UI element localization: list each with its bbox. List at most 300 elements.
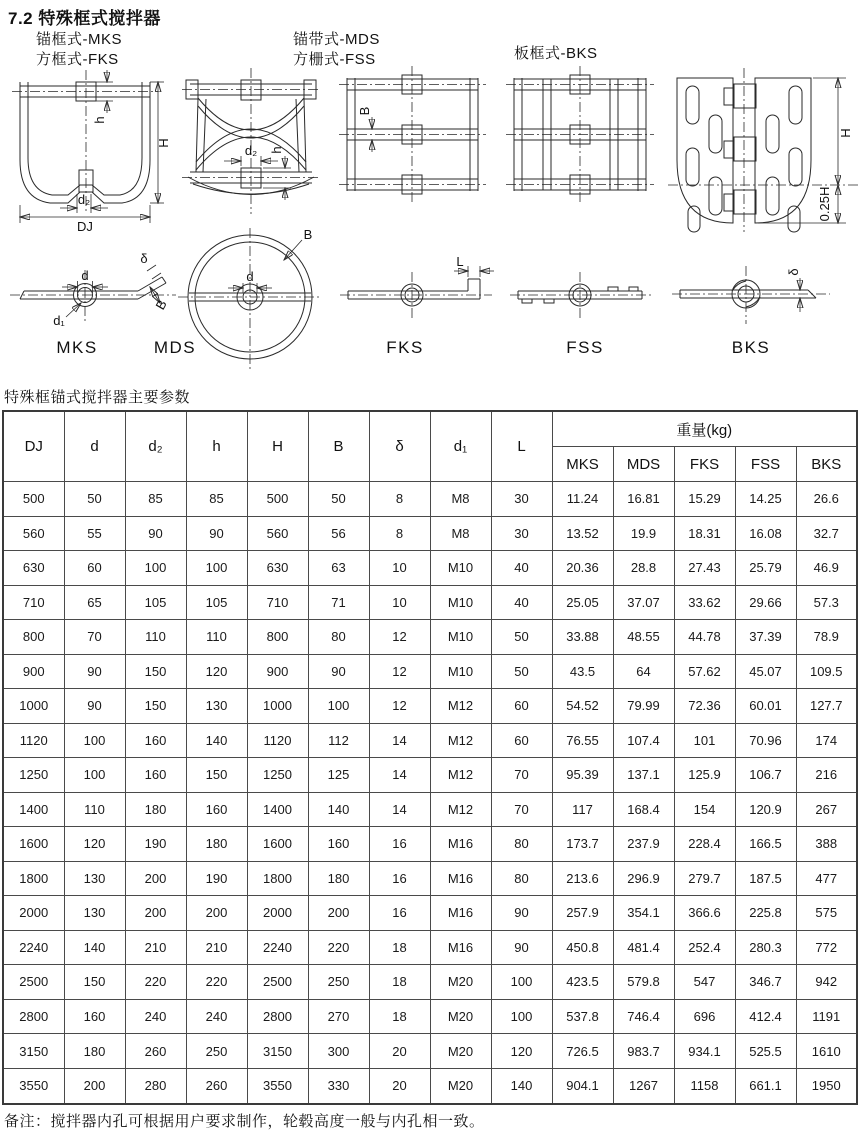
table-row <box>3 551 857 586</box>
bks-top-view-drawing <box>672 266 830 324</box>
table-cell: 30 <box>491 516 552 551</box>
table-cell: 346.7 <box>735 965 796 1000</box>
table-cell: 50 <box>64 482 125 517</box>
table-cell: M12 <box>430 723 491 758</box>
table-cell: 46.9 <box>796 551 857 586</box>
table-cell: 983.7 <box>613 1034 674 1069</box>
table-cell: 80 <box>491 861 552 896</box>
label-plate-frame: 板框式-BKS <box>514 45 598 62</box>
table-cell: 30 <box>491 482 552 517</box>
table-cell: 1250 <box>3 758 64 793</box>
table-cell: 20 <box>369 1068 430 1104</box>
table-cell: 150 <box>186 758 247 793</box>
table-cell: 579.8 <box>613 965 674 1000</box>
table-cell: 1250 <box>247 758 308 793</box>
table-cell: 190 <box>186 861 247 896</box>
table-cell: 160 <box>125 723 186 758</box>
table-cell: 90 <box>491 930 552 965</box>
table-cell: 64 <box>613 654 674 689</box>
dim-label-B: B <box>303 227 313 242</box>
table-header-row <box>3 411 857 447</box>
table-cell: 137.1 <box>613 758 674 793</box>
table-cell: 630 <box>247 551 308 586</box>
col-header-h: h <box>186 411 247 482</box>
table-cell: 44.78 <box>674 620 735 655</box>
view-label-fks: FKS <box>386 338 424 357</box>
table-cell: 216 <box>796 758 857 793</box>
table-cell: 125 <box>308 758 369 793</box>
dim-label-H: H <box>838 128 853 138</box>
table-cell: 500 <box>3 482 64 517</box>
col-header-fks: FKS <box>674 447 735 482</box>
table-cell: 200 <box>186 896 247 931</box>
table-cell: 57.62 <box>674 654 735 689</box>
table-cell: M20 <box>430 999 491 1034</box>
table-cell: 560 <box>247 516 308 551</box>
table-cell: 537.8 <box>552 999 613 1034</box>
col-header-d1: d₁ <box>430 411 491 482</box>
table-cell: 187.5 <box>735 861 796 896</box>
table-cell: 37.39 <box>735 620 796 655</box>
table-cell: 80 <box>491 827 552 862</box>
mds-side-view-drawing <box>182 68 320 214</box>
table-cell: 1800 <box>247 861 308 896</box>
table-cell: 160 <box>308 827 369 862</box>
table-cell: 240 <box>125 999 186 1034</box>
table-cell: 2240 <box>247 930 308 965</box>
table-cell: 79.99 <box>613 689 674 724</box>
dim-label-d2: d₂ <box>77 192 91 207</box>
table-cell: 160 <box>186 792 247 827</box>
table-cell: 26.6 <box>796 482 857 517</box>
table-cell: 661.1 <box>735 1068 796 1104</box>
table-cell: 50 <box>491 620 552 655</box>
table-cell: 1400 <box>247 792 308 827</box>
dim-label-H: H <box>156 138 171 148</box>
table-cell: 127.7 <box>796 689 857 724</box>
table-cell: 1610 <box>796 1034 857 1069</box>
dim-label-d: d <box>246 269 254 284</box>
table-cell: 10 <box>369 551 430 586</box>
table-cell: 210 <box>125 930 186 965</box>
table-cell: 140 <box>308 792 369 827</box>
table-cell: 16 <box>369 896 430 931</box>
table-cell: M20 <box>430 1068 491 1104</box>
table-cell: 85 <box>186 482 247 517</box>
col-header-dj: DJ <box>3 411 64 482</box>
table-cell: 800 <box>3 620 64 655</box>
table-cell: 43.5 <box>552 654 613 689</box>
mds-top-view-drawing <box>178 227 322 369</box>
dim-label-delta: δ <box>140 251 148 266</box>
table-cell: 18 <box>369 965 430 1000</box>
table-cell: 10 <box>369 585 430 620</box>
table-cell: 2000 <box>247 896 308 931</box>
table-cell: 200 <box>308 896 369 931</box>
table-cell: 106.7 <box>735 758 796 793</box>
table-cell: 260 <box>186 1068 247 1104</box>
table-cell: 16.08 <box>735 516 796 551</box>
table-body <box>3 482 857 1105</box>
table-cell: 120.9 <box>735 792 796 827</box>
table-cell: 412.4 <box>735 999 796 1034</box>
table-cell: 140 <box>491 1068 552 1104</box>
table-cell: 90 <box>64 654 125 689</box>
table-cell: 107.4 <box>613 723 674 758</box>
fks-top-view-drawing <box>340 254 494 320</box>
dim-label-d1: d₁ <box>53 313 65 328</box>
table-cell: 200 <box>125 861 186 896</box>
table-cell: 3550 <box>247 1068 308 1104</box>
table-cell: 140 <box>186 723 247 758</box>
table-cell: 16 <box>369 827 430 862</box>
table-cell: 70 <box>491 758 552 793</box>
col-header-d2: d₂ <box>125 411 186 482</box>
table-cell: 100 <box>308 689 369 724</box>
table-cell: 200 <box>125 896 186 931</box>
col-header-d: d <box>64 411 125 482</box>
table-cell: 16 <box>369 861 430 896</box>
table-cell: 101 <box>674 723 735 758</box>
table-cell: 2000 <box>3 896 64 931</box>
table-cell: 60 <box>491 723 552 758</box>
table-cell: 63 <box>308 551 369 586</box>
table-cell: 630 <box>3 551 64 586</box>
table-cell: 173.7 <box>552 827 613 862</box>
table-cell: 726.5 <box>552 1034 613 1069</box>
table-cell: 76.55 <box>552 723 613 758</box>
table-row <box>3 758 857 793</box>
table-cell: 60 <box>491 689 552 724</box>
label-anchor-frame: 锚框式-MKS <box>36 31 123 48</box>
table-cell: 154 <box>674 792 735 827</box>
table-row <box>3 585 857 620</box>
dim-label-delta: δ <box>786 268 801 276</box>
table-cell: M10 <box>430 654 491 689</box>
table-cell: 800 <box>247 620 308 655</box>
view-label-bks: BKS <box>731 338 771 357</box>
table-cell: 90 <box>125 516 186 551</box>
table-cell: 1000 <box>247 689 308 724</box>
table-row <box>3 620 857 655</box>
table-cell: 500 <box>247 482 308 517</box>
dim-label-B: B <box>357 106 372 116</box>
table-cell: 70 <box>64 620 125 655</box>
table-cell: 105 <box>186 585 247 620</box>
table-cell: 120 <box>491 1034 552 1069</box>
table-cell: 257.9 <box>552 896 613 931</box>
table-cell: 942 <box>796 965 857 1000</box>
table-cell: 40 <box>491 551 552 586</box>
table-cell: 2500 <box>3 965 64 1000</box>
table-cell: 1000 <box>3 689 64 724</box>
table-cell: 33.62 <box>674 585 735 620</box>
table-cell: 746.4 <box>613 999 674 1034</box>
table-cell: 120 <box>64 827 125 862</box>
table-cell: M12 <box>430 758 491 793</box>
table-cell: 168.4 <box>613 792 674 827</box>
view-label-fss: FSS <box>566 338 604 357</box>
table-cell: M16 <box>430 827 491 862</box>
label-square-frame: 方框式-FKS <box>36 51 119 68</box>
table-cell: 710 <box>3 585 64 620</box>
table-cell: 14 <box>369 723 430 758</box>
table-row <box>3 896 857 931</box>
table-cell: 260 <box>125 1034 186 1069</box>
table-cell: 27.43 <box>674 551 735 586</box>
table-cell: 240 <box>186 999 247 1034</box>
table-row <box>3 965 857 1000</box>
table-row <box>3 930 857 965</box>
table-cell: 20 <box>369 1034 430 1069</box>
table-cell: 423.5 <box>552 965 613 1000</box>
table-cell: 11.24 <box>552 482 613 517</box>
table-cell: M16 <box>430 896 491 931</box>
table-cell: 8 <box>369 482 430 517</box>
table-cell: 56 <box>308 516 369 551</box>
table-cell: 450.8 <box>552 930 613 965</box>
table-cell: 3150 <box>247 1034 308 1069</box>
table-cell: 1400 <box>3 792 64 827</box>
table-row <box>3 482 857 517</box>
table-cell: 28.8 <box>613 551 674 586</box>
table-cell: 57.3 <box>796 585 857 620</box>
table-cell: 14 <box>369 758 430 793</box>
table-cell: 45.07 <box>735 654 796 689</box>
table-cell: 120 <box>186 654 247 689</box>
dim-label-h: h <box>269 146 284 154</box>
table-cell: M8 <box>430 482 491 517</box>
table-cell: 18.31 <box>674 516 735 551</box>
table-cell: 900 <box>247 654 308 689</box>
fss-front-view-drawing <box>506 66 654 202</box>
page-title: 7.2 特殊框式搅拌器 <box>8 9 161 28</box>
table-cell: 100 <box>64 723 125 758</box>
table-cell: 220 <box>186 965 247 1000</box>
table-cell: 100 <box>125 551 186 586</box>
table-cell: 109.5 <box>796 654 857 689</box>
table-cell: 105 <box>125 585 186 620</box>
table-cell: 150 <box>125 689 186 724</box>
table-cell: 190 <box>125 827 186 862</box>
table-cell: 1191 <box>796 999 857 1034</box>
table-cell: 225.8 <box>735 896 796 931</box>
table-cell: 80 <box>308 620 369 655</box>
table-cell: 20.36 <box>552 551 613 586</box>
table-cell: 60 <box>64 551 125 586</box>
table-row <box>3 1068 857 1104</box>
table-cell: 14 <box>369 792 430 827</box>
table-cell: 37.07 <box>613 585 674 620</box>
table-cell: 12 <box>369 620 430 655</box>
table-cell: 934.1 <box>674 1034 735 1069</box>
mks-side-view-drawing <box>12 70 171 234</box>
table-cell: 90 <box>308 654 369 689</box>
table-cell: 3150 <box>3 1034 64 1069</box>
table-cell: 90 <box>64 689 125 724</box>
table-cell: 150 <box>64 965 125 1000</box>
table-cell: 8 <box>369 516 430 551</box>
table-cell: 228.4 <box>674 827 735 862</box>
col-header-mks: MKS <box>552 447 613 482</box>
table-cell: 3550 <box>3 1068 64 1104</box>
table-cell: M16 <box>430 861 491 896</box>
col-header-B: B <box>308 411 369 482</box>
table-cell: 112 <box>308 723 369 758</box>
table-cell: 180 <box>308 861 369 896</box>
table-cell: M8 <box>430 516 491 551</box>
dim-label-d2: d₂ <box>244 143 258 158</box>
table-cell: 2800 <box>3 999 64 1034</box>
table-row <box>3 516 857 551</box>
table-row <box>3 1034 857 1069</box>
table-cell: 180 <box>186 827 247 862</box>
table-cell: 90 <box>186 516 247 551</box>
table-title: 特殊框锚式搅拌器主要参数 <box>4 389 191 406</box>
table-cell: M10 <box>430 585 491 620</box>
view-label-mks: MKS <box>56 338 98 357</box>
table-cell: M16 <box>430 930 491 965</box>
table-cell: 388 <box>796 827 857 862</box>
table-cell: 150 <box>125 654 186 689</box>
table-cell: 2240 <box>3 930 64 965</box>
table-row <box>3 999 857 1034</box>
col-header-bks: BKS <box>796 447 857 482</box>
table-cell: 70 <box>491 792 552 827</box>
table-cell: 1267 <box>613 1068 674 1104</box>
col-header-fss: FSS <box>735 447 796 482</box>
table-cell: 180 <box>125 792 186 827</box>
table-cell: 110 <box>186 620 247 655</box>
table-cell: 1800 <box>3 861 64 896</box>
table-row <box>3 723 857 758</box>
table-cell: 25.05 <box>552 585 613 620</box>
table-cell: 71 <box>308 585 369 620</box>
table-cell: 29.66 <box>735 585 796 620</box>
table-cell: 1120 <box>3 723 64 758</box>
dim-label-B: B <box>152 297 170 313</box>
table-cell: 252.4 <box>674 930 735 965</box>
table-cell: 160 <box>125 758 186 793</box>
table-cell: 125.9 <box>674 758 735 793</box>
technical-drawings <box>0 0 860 375</box>
table-row <box>3 689 857 724</box>
table-cell: 250 <box>186 1034 247 1069</box>
table-cell: 14.25 <box>735 482 796 517</box>
table-cell: 200 <box>64 1068 125 1104</box>
table-cell: 280 <box>125 1068 186 1104</box>
table-cell: 1600 <box>247 827 308 862</box>
table-cell: 100 <box>491 965 552 1000</box>
table-cell: M12 <box>430 689 491 724</box>
dim-label-DJ: DJ <box>77 219 93 234</box>
table-cell: 710 <box>247 585 308 620</box>
table-cell: 50 <box>491 654 552 689</box>
table-cell: 78.9 <box>796 620 857 655</box>
dim-label-d: d <box>81 268 89 283</box>
table-cell: M12 <box>430 792 491 827</box>
mks-top-view-drawing <box>10 251 176 328</box>
col-header-mds: MDS <box>613 447 674 482</box>
table-cell: 90 <box>491 896 552 931</box>
table-cell: 477 <box>796 861 857 896</box>
dim-label-quarterH: 0.25H <box>817 186 832 222</box>
table-cell: 48.55 <box>613 620 674 655</box>
table-cell: 110 <box>125 620 186 655</box>
dim-label-h: h <box>92 116 107 124</box>
dim-label-L: L <box>456 254 464 269</box>
table-cell: 12 <box>369 689 430 724</box>
table-cell: 300 <box>308 1034 369 1069</box>
table-cell: 366.6 <box>674 896 735 931</box>
table-cell: 55 <box>64 516 125 551</box>
table-cell: 12 <box>369 654 430 689</box>
table-cell: M20 <box>430 965 491 1000</box>
table-cell: 15.29 <box>674 482 735 517</box>
table-cell: 110 <box>64 792 125 827</box>
bks-front-view-drawing <box>668 68 858 232</box>
table-cell: 220 <box>308 930 369 965</box>
table-cell: 481.4 <box>613 930 674 965</box>
table-cell: 130 <box>64 861 125 896</box>
col-header-delta: δ <box>369 411 430 482</box>
col-header-L: L <box>491 411 552 482</box>
table-cell: 900 <box>3 654 64 689</box>
table-cell: 54.52 <box>552 689 613 724</box>
table-cell: 330 <box>308 1068 369 1104</box>
table-cell: 279.7 <box>674 861 735 896</box>
table-cell: M10 <box>430 620 491 655</box>
table-cell: 95.39 <box>552 758 613 793</box>
col-header-H: H <box>247 411 308 482</box>
table-cell: 280.3 <box>735 930 796 965</box>
table-cell: 213.6 <box>552 861 613 896</box>
table-cell: 100 <box>186 551 247 586</box>
view-label-mds: MDS <box>153 338 197 357</box>
table-cell: 180 <box>64 1034 125 1069</box>
col-header-weight-group: 重量(kg) <box>552 411 857 447</box>
table-cell: 60.01 <box>735 689 796 724</box>
table-cell: 2800 <box>247 999 308 1034</box>
table-cell: 100 <box>64 758 125 793</box>
table-cell: 210 <box>186 930 247 965</box>
table-cell: 354.1 <box>613 896 674 931</box>
table-cell: 25.79 <box>735 551 796 586</box>
table-row <box>3 654 857 689</box>
table-cell: 220 <box>125 965 186 1000</box>
table-cell: 174 <box>796 723 857 758</box>
table-cell: 130 <box>186 689 247 724</box>
table-cell: 18 <box>369 930 430 965</box>
table-cell: 32.7 <box>796 516 857 551</box>
table-cell: 19.9 <box>613 516 674 551</box>
label-square-grid: 方栅式-FSS <box>293 51 376 68</box>
label-anchor-band: 锚带式-MDS <box>293 31 380 48</box>
table-cell: 72.36 <box>674 689 735 724</box>
table-cell: 100 <box>491 999 552 1034</box>
table-cell: 117 <box>552 792 613 827</box>
table-cell: 16.81 <box>613 482 674 517</box>
parameters-table <box>2 410 858 1105</box>
table-cell: 130 <box>64 896 125 931</box>
table-cell: 2500 <box>247 965 308 1000</box>
table-cell: 547 <box>674 965 735 1000</box>
table-cell: 270 <box>308 999 369 1034</box>
fss-top-view-drawing <box>510 272 652 320</box>
table-cell: 70.96 <box>735 723 796 758</box>
table-cell: 40 <box>491 585 552 620</box>
table-cell: 575 <box>796 896 857 931</box>
